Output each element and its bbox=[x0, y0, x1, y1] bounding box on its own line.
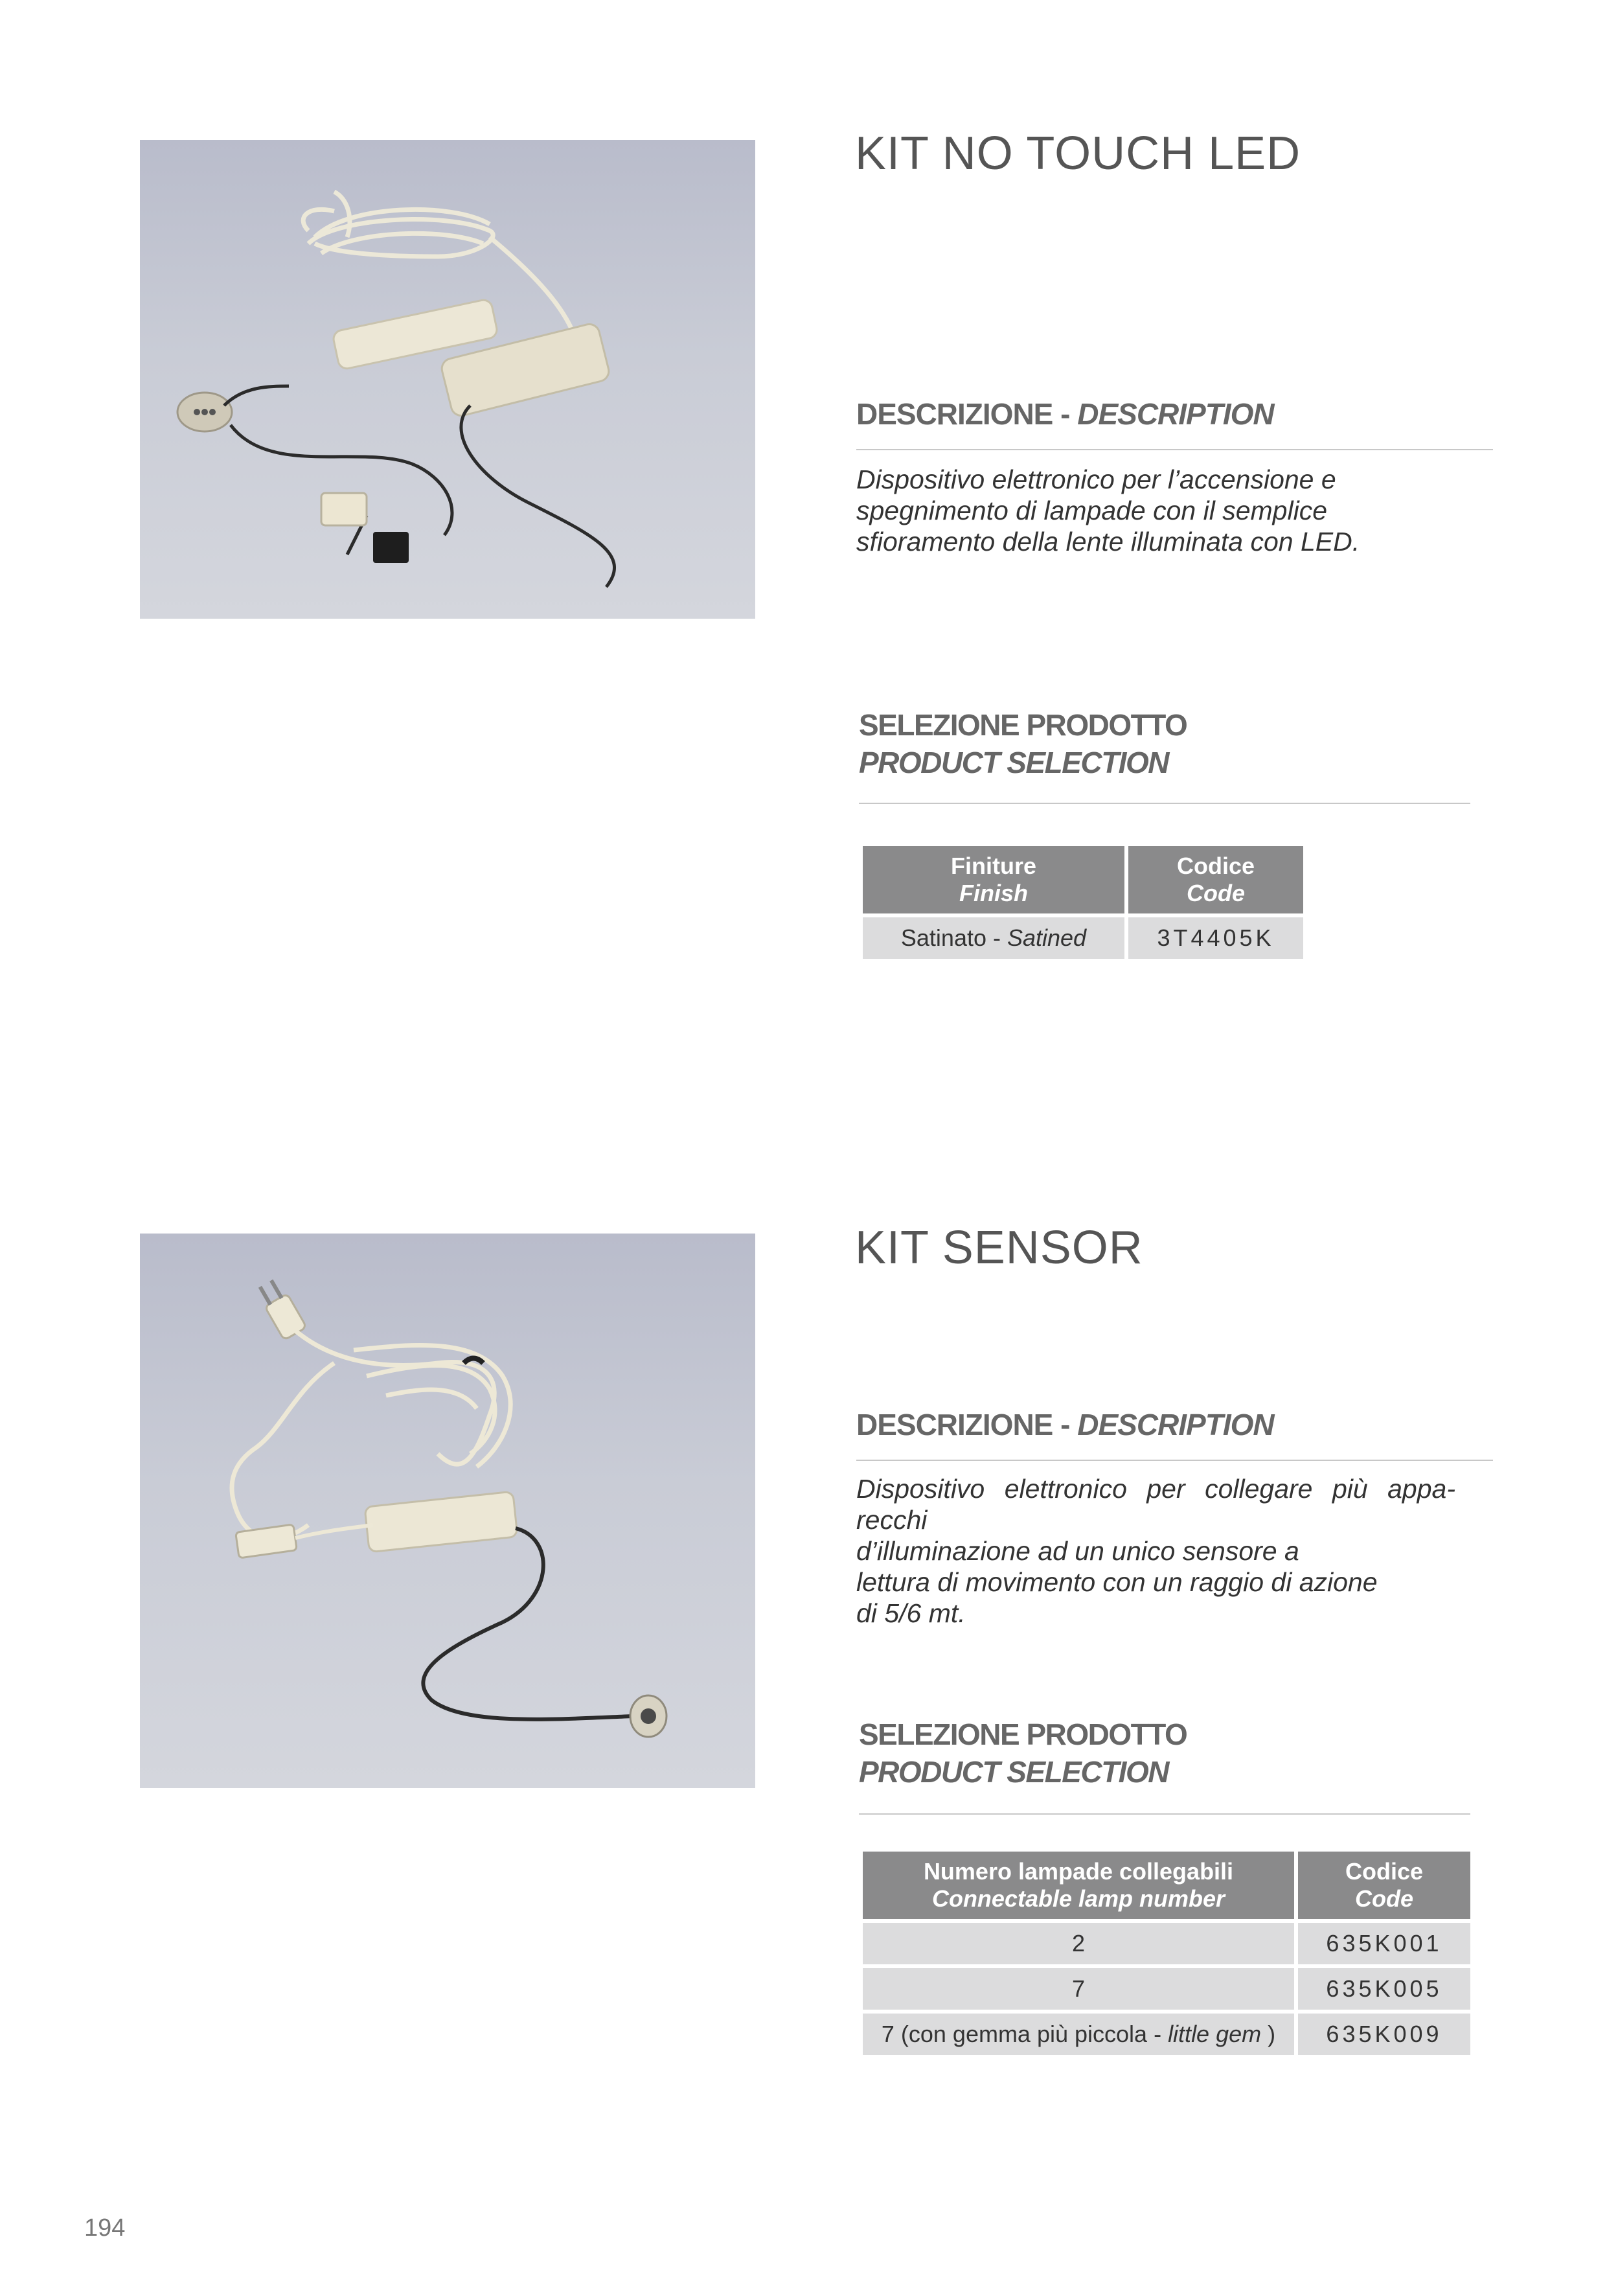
header-it: Codice bbox=[1176, 853, 1255, 879]
description-line: di 5/6 mt. bbox=[856, 1598, 966, 1628]
header-it: Codice bbox=[1345, 1858, 1424, 1885]
lamp-number-en: little gem bbox=[1168, 2021, 1262, 2047]
description-line: Dispositivo elettronico per collegare più appa- bbox=[856, 1474, 1455, 1504]
selection-heading bbox=[859, 706, 1187, 781]
description-line: recchi bbox=[856, 1505, 928, 1535]
product-description bbox=[856, 1473, 1455, 1629]
header-it: Numero lampade collegabili bbox=[923, 1858, 1234, 1885]
description-heading bbox=[856, 1407, 1274, 1442]
description-heading-en: DESCRIPTION bbox=[1077, 1408, 1274, 1441]
description-line: spegnimento di lampade con il semplice bbox=[856, 496, 1328, 525]
header-en: Code bbox=[1187, 880, 1245, 906]
description-heading-it: DESCRIZIONE - bbox=[856, 397, 1078, 431]
lamp-number-cell: 7 bbox=[863, 1968, 1294, 2010]
description-heading-en: DESCRIPTION bbox=[1077, 397, 1274, 431]
lamp-number-it: 7 (con gemma più piccola - bbox=[881, 2021, 1168, 2047]
divider bbox=[859, 803, 1470, 804]
table-row bbox=[863, 1923, 1470, 1964]
header-en: Connectable lamp number bbox=[931, 1885, 1225, 1912]
product-title: KIT SENSOR bbox=[855, 1222, 1143, 1274]
column-header-code bbox=[1128, 846, 1303, 913]
table-row bbox=[863, 2014, 1470, 2055]
finish-cell bbox=[863, 917, 1124, 959]
header-it: Finiture bbox=[951, 853, 1036, 879]
kit-sensor-illustration bbox=[140, 1234, 755, 1788]
code-cell: 635K009 bbox=[1298, 2014, 1470, 2055]
column-header-lamp-number bbox=[863, 1852, 1294, 1919]
product-description bbox=[856, 464, 1360, 557]
code-cell: 3T4405K bbox=[1128, 917, 1303, 959]
description-heading bbox=[856, 396, 1274, 431]
code-cell: 635K001 bbox=[1298, 1923, 1470, 1964]
header-en: Code bbox=[1355, 1885, 1413, 1912]
selection-heading bbox=[859, 1716, 1187, 1791]
divider bbox=[856, 449, 1493, 450]
product-photo-kit-no-touch-led bbox=[140, 140, 755, 619]
product-photo-kit-sensor bbox=[140, 1234, 755, 1788]
selection-heading-it: SELEZIONE PRODOTTO bbox=[859, 708, 1187, 742]
table-row bbox=[863, 1968, 1470, 2010]
selection-heading-it: SELEZIONE PRODOTTO bbox=[859, 1717, 1187, 1751]
finish-it: Satinato - bbox=[900, 924, 1007, 951]
description-heading-it: DESCRIZIONE - bbox=[856, 1408, 1078, 1441]
kit-no-touch-illustration bbox=[140, 140, 755, 619]
description-line: sfioramento della lente illuminata con LED. bbox=[856, 527, 1360, 557]
header-en: Finish bbox=[959, 880, 1028, 906]
lamp-number-cell bbox=[863, 2014, 1294, 2055]
description-line: lettura di movimento con un raggio di azione bbox=[856, 1567, 1378, 1597]
finish-en: Satined bbox=[1007, 924, 1087, 951]
code-cell: 635K005 bbox=[1298, 1968, 1470, 2010]
description-line: d’illuminazione ad un unico sensore a bbox=[856, 1536, 1299, 1566]
divider bbox=[856, 1460, 1493, 1461]
lamp-number-end: ) bbox=[1261, 2021, 1276, 2047]
lamp-number-cell: 2 bbox=[863, 1923, 1294, 1964]
description-line: Dispositivo elettronico per l’accensione e bbox=[856, 465, 1336, 494]
column-header-code bbox=[1298, 1852, 1470, 1919]
selection-heading-en: PRODUCT SELECTION bbox=[859, 1755, 1168, 1789]
product-title: KIT NO TOUCH LED bbox=[855, 128, 1301, 179]
page-number: 194 bbox=[84, 2214, 126, 2242]
product-selection-table bbox=[859, 842, 1307, 963]
table-row bbox=[863, 917, 1303, 959]
table-header-row bbox=[863, 1852, 1470, 1919]
selection-heading-en: PRODUCT SELECTION bbox=[859, 746, 1168, 779]
column-header-finish bbox=[863, 846, 1124, 913]
product-selection-table bbox=[859, 1848, 1474, 2059]
table-header-row bbox=[863, 846, 1303, 913]
divider bbox=[859, 1813, 1470, 1815]
